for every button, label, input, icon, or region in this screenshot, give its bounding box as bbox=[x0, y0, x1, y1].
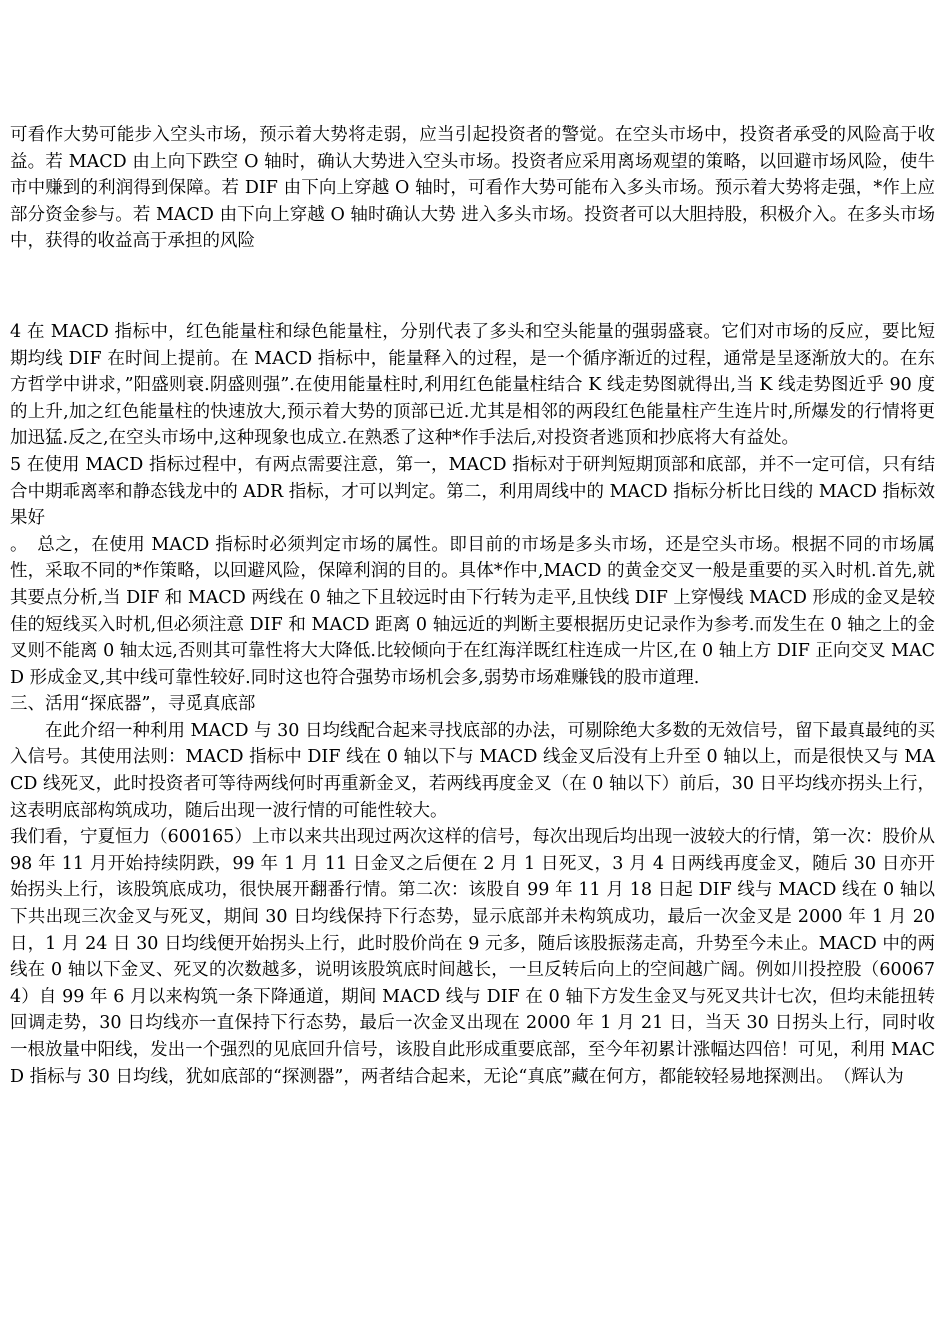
paragraph-point-4-energy-bars: 4 在 MACD 指标中，红色能量柱和绿色能量柱，分别代表了多头和空头能量的强弱盛衰。它们对市场的反应，要比短期均线 DIF 在时间上提前。在 MACD 指标中，能量释入的过程，是一个循序渐近的过程，通常是呈逐渐放大的。在东方哲学中讲求，”阳盛则衰.阴盛则强”.在使用能量柱时,利用红色能量柱结合 K 线走势图就得出,当 K 线走势图近乎 90 度的上升,加之红色能量柱的快速放大,预示着大势的顶部已近.尤其是相邻的两段红色能量柱产生连片时,所爆发的行情将更加迅猛.反之,在空头市场中,这种现象也成立.在熟悉了这种*作手法后,对投资者逃顶和抄底将大有益处。 bbox=[10, 321, 935, 449]
paragraph-point-5-cautions: 5 在使用 MACD 指标过程中，有两点需要注意，第一，MACD 指标对于研判短期顶部和底部，并不一定可信，只有结合中期乖离率和静态钱龙中的 ADR 指标，才可以判定。第二，利用周线中的 MACD 指标分析比日线的 MACD 指标效果好 bbox=[10, 454, 935, 529]
paragraph-stock-examples: 我们看，宁夏恒力（600165）上市以来共出现过两次这样的信号，每次出现后均出现一波较大的行情，第一次：股价从 98 年 11 月开始持续阴跌，99 年 1 月 11 日金叉之后便在 2 月 1 日死叉，3 月 4 日两线再度金叉，随后 30 日亦开始拐头上行，该股筑底成功，很快展开翻番行情。第二次：该股自 99 年 11 月 18 日起 DIF 线与 MACD 线在 0 轴以下共出现三次金叉与死叉，期间 30 日均线保持下行态势，显示底部并未构筑成功，最后一次金叉是 2000 年 1 月 20 日，1 月 24 日 30 日均线便开始拐头上行，此时股价尚在 9 元多，随后该股振荡走高，升势至今未止。MACD 中的两线在 0 轴以下金叉、死叉的次数越多，说明该股筑底时间越长，一旦反转后向上的空间越广阔。例如川投控股（600674）自 99 年 6 月以来构筑一条下降通道，期间 MACD 线与 DIF 在 0 轴下方发生金叉与死叉共计七次，但均未能扭转回调走势，30 日均线亦一直保持下行态势，最后一次金叉出现在 2000 年 1 月 21 日，当天 30 日拐头上行，同时收一根放量中阳线，发出一个强烈的见底回升信号，该股自此形成重要底部，至今年初累计涨幅达四倍！可见，利用 MACD 指标与 30 日均线，犹如底部的“探测器”，两者结合起来，无论“真底”藏在何方，都能较轻易地探测出。 （辉认为 bbox=[10, 827, 935, 1087]
paragraph-bottom-finder-method: 在此介绍一种利用 MACD 与 30 日均线配合起来寻找底部的办法，可剔除绝大多数的无效信号，留下最真最纯的买入信号。其使用法则：MACD 指标中 DIF 线在 0 轴以下与 MACD 线金叉后没有上升至 0 轴以上，而是很快又与 MACD 线死叉，此时投资者可等待两线何时再重新金叉，若两线再度金叉（在 0 轴以下）前后，30 日平均线亦拐头上行，这表明底部构筑成功，随后出现一波行情的可能性较大。 bbox=[10, 720, 935, 821]
section-heading-bottom-finder: 三、活用“探底器”，寻觅真底部 bbox=[10, 694, 256, 715]
document-page bbox=[10, 122, 935, 1090]
paragraph-spacer bbox=[10, 255, 935, 319]
paragraph-bear-bull-market: 可看作大势可能步入空头市场，预示着大势将走弱，应当引起投资者的警觉。在空头市场中，投资者承受的风险高于收益。若 MACD 由上向下跌空 O 轴时，确认大势进入空头市场。投资者应采用离场观望的策略，以回避市场风险，使牛市中赚到的利润得到保障。若 DIF 由下向上穿越 O 轴时，可看作大势可能布入多头市场。预示着大势将走强，*作上应部分资金参与。若 MACD 由下向上穿越 O 轴时确认大势 进入多头市场。投资者可以大胆持股，积极介入。在多头市场中，获得的收益高于承担的风险 bbox=[10, 125, 935, 252]
paragraph-summary-golden-cross: 。 总之，在使用 MACD 指标时必须判定市场的属性。即目前的市场是多头市场，还是空头市场。根据不同的市场属性，采取不同的*作策略，以回避风险，保障利润的目的。具体*作中,MACD 的黄金交叉一般是重要的买入时机.首先,就其要点分析,当 DIF 和 MACD 两线在 0 轴之下且较远时由下行转为走平,且快线 DIF 上穿慢线 MACD 形成的金叉是较佳的短线买入时机,但必须注意 DIF 和 MACD 距离 0 轴远近的判断主要根据历史记录作为参考.而发生在 0 轴之上的金叉则不能离 0 轴太远,否则其可靠性将大大降低.比较倾向于在红海洋既红柱连成一片区,在 0 轴上方 DIF 正向交叉 MACD 形成金叉,其中线可靠性较好.同时这也符合强势市场机会多,弱势市场难赚钱的股市道理. bbox=[10, 534, 936, 688]
